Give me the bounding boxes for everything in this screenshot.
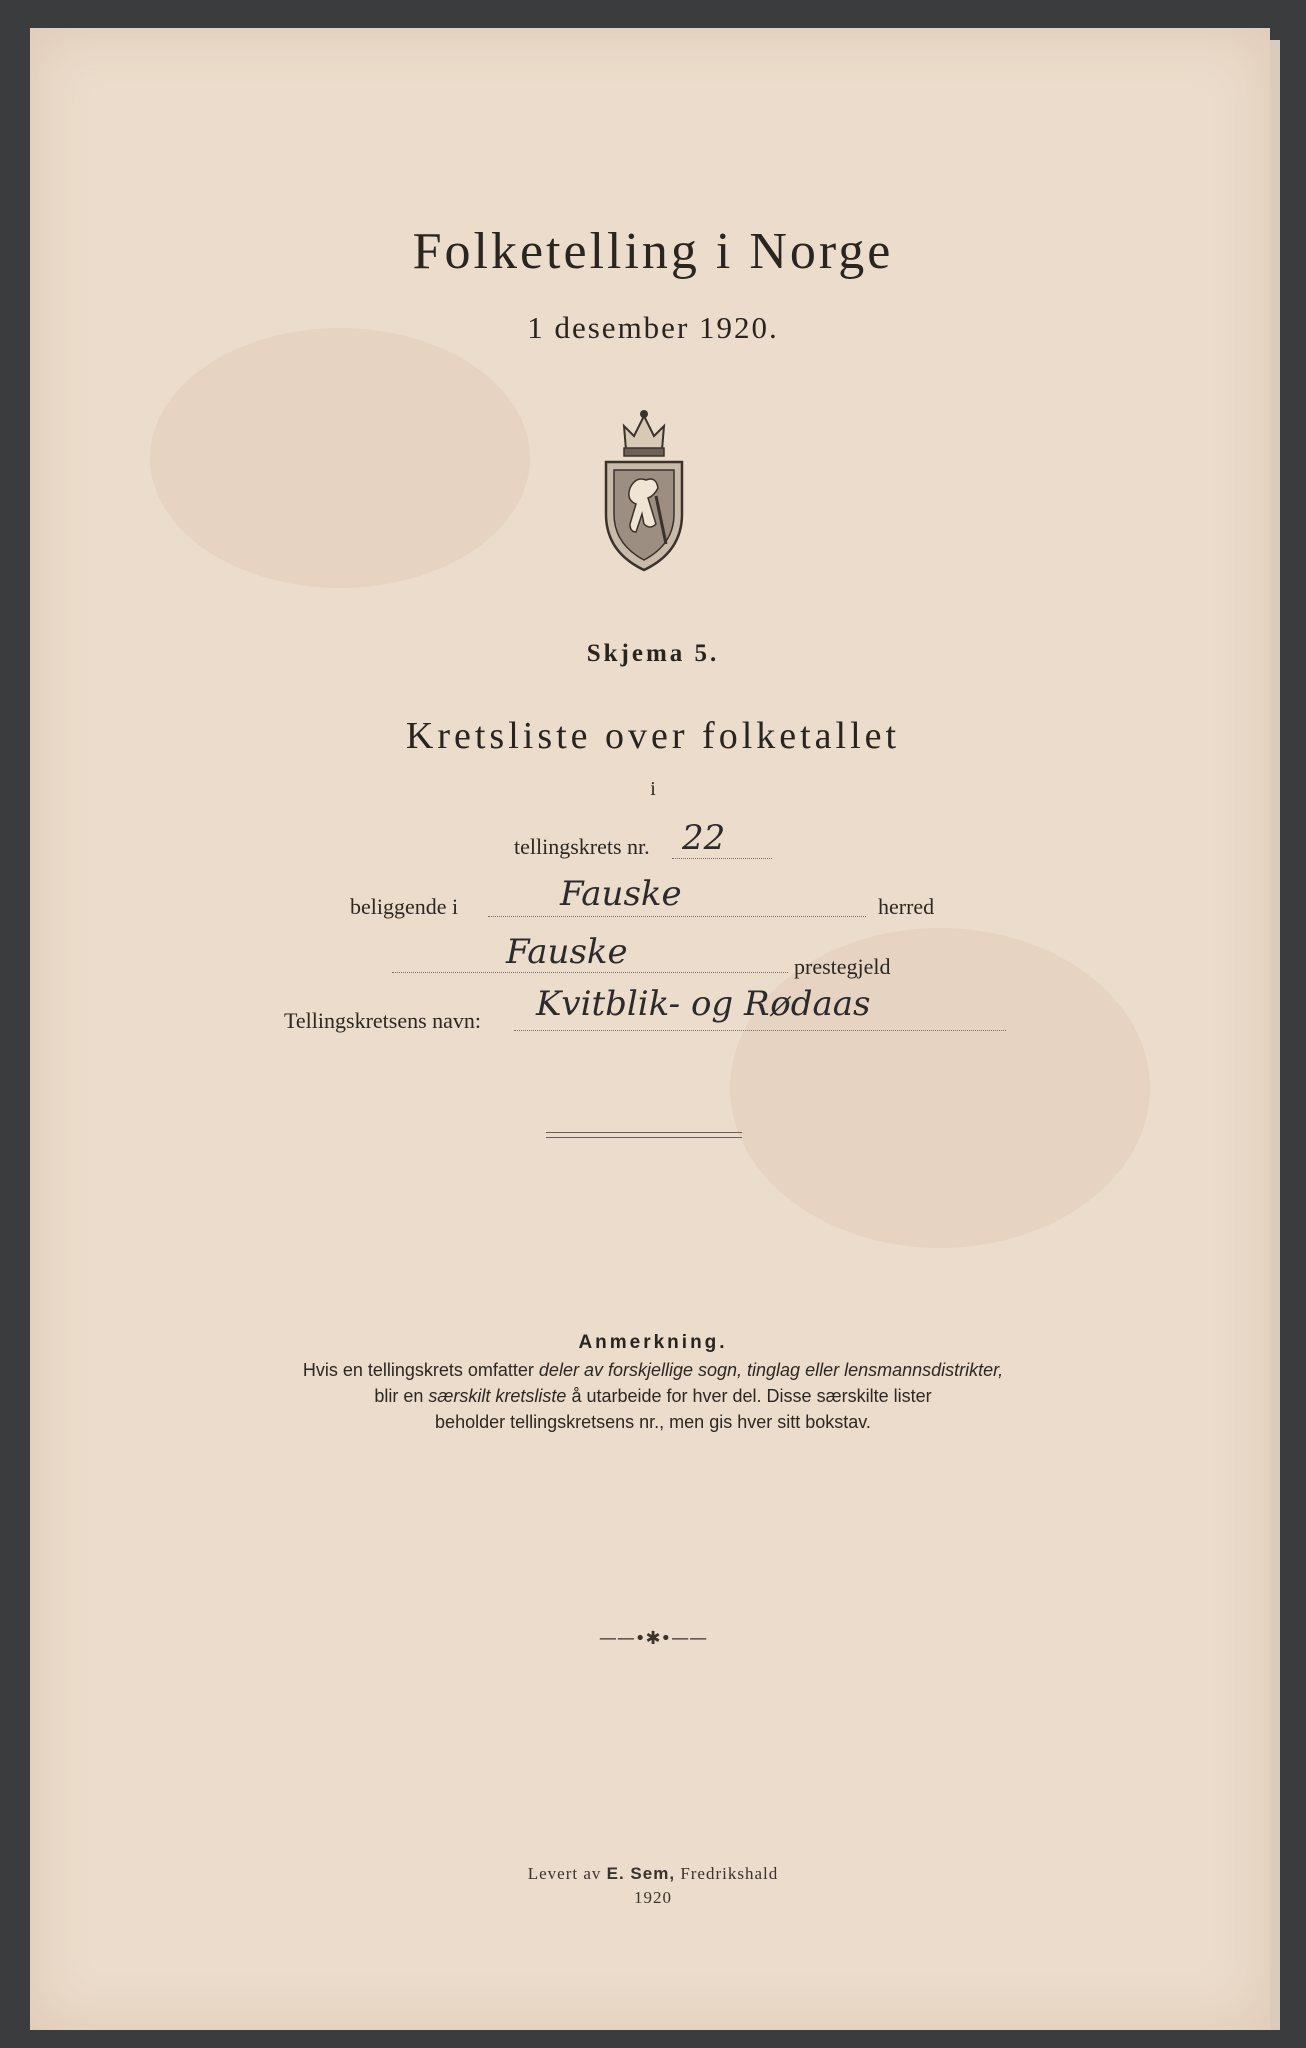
note-line-2-rest: å utarbeide for hver del. Disse særskilte lister <box>566 1386 932 1406</box>
located-in-value: Fauske <box>560 874 682 914</box>
note-title: Anmerkning. <box>578 1332 728 1353</box>
printer-name: E. Sem, <box>606 1864 676 1883</box>
connector-word: i <box>650 778 656 800</box>
printer-prefix: Levert av <box>527 1864 607 1883</box>
census-date: 1 desember 1920. <box>527 310 779 345</box>
printer-year: 1920 <box>634 1888 672 1907</box>
district-name-label: Tellingskretsens navn: <box>284 1008 482 1033</box>
district-name-line <box>514 1030 1006 1031</box>
parish-value: Fauske <box>506 932 628 972</box>
coat-of-arms-icon <box>596 404 692 572</box>
note-line-2 <box>0 1386 1306 1407</box>
separator-rule <box>546 1132 742 1133</box>
district-number-value: 22 <box>682 818 726 858</box>
note-line-2-emphasis: særskilt kretsliste <box>428 1386 567 1406</box>
parish-label: prestegjeld <box>794 954 891 979</box>
note-line-3: beholder tellingskretsens nr., men gis hver sitt bokstav. <box>435 1412 871 1432</box>
form-heading: Kretsliste over folketallet <box>405 715 901 757</box>
document-title: Folketelling i Norge <box>412 223 894 280</box>
note-line-1 <box>0 1360 1306 1381</box>
located-in-line <box>488 916 866 917</box>
schema-label: Skjema 5. <box>586 640 720 667</box>
separator-rule <box>546 1137 742 1138</box>
district-number-line <box>672 858 772 859</box>
paper-stain <box>150 328 530 588</box>
note-line-2-text: blir en <box>374 1386 429 1406</box>
printer-place: Fredrikshald <box>675 1864 779 1883</box>
note-line-1-text: Hvis en tellingskrets omfatter <box>302 1360 539 1380</box>
note-line-1-emphasis: deler av forskjellige sogn, tinglag eller lensmannsdistrikter, <box>538 1360 1004 1380</box>
district-number-label: tellingskrets nr. <box>514 834 650 859</box>
parish-line <box>392 972 788 973</box>
printer-line <box>0 1864 1306 1884</box>
herred-label: herred <box>878 894 935 919</box>
located-in-label: beliggende i <box>350 894 459 919</box>
ornament-divider: ——•✱•—— <box>598 1628 708 1649</box>
paper-stain <box>730 928 1150 1248</box>
district-name-value: Kvitblik- og Rødaas <box>536 984 871 1024</box>
